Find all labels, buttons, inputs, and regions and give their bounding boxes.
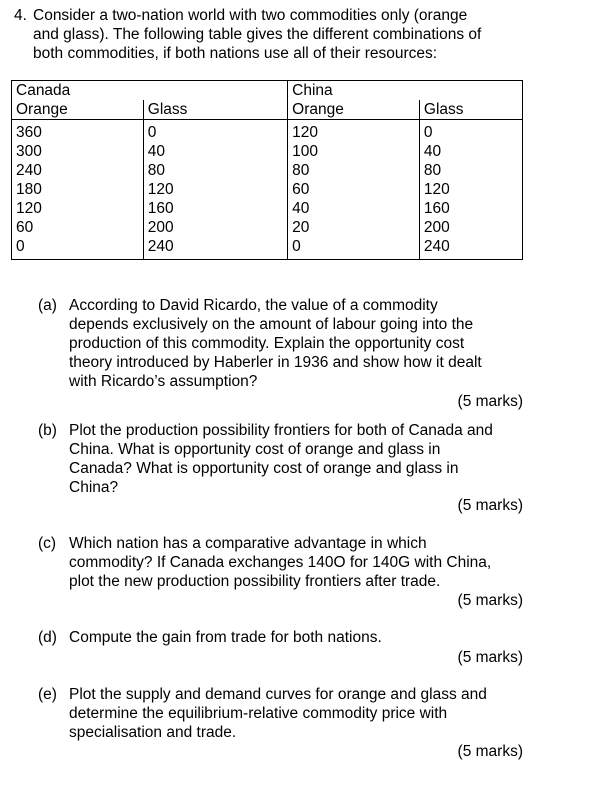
part-line: Canada? What is opportunity cost of orange and glass in (69, 460, 459, 477)
part-text (69, 534, 524, 591)
part-d (38, 628, 524, 647)
question-line: both commodities, if both nations use all of their resources: (33, 45, 438, 62)
part-c (38, 534, 524, 591)
table-cell: 0 (423, 124, 433, 141)
table-cell: 240 (16, 162, 42, 179)
marks-d: (5 marks) (457, 649, 523, 666)
part-a (38, 296, 524, 391)
table-cell: 120 (423, 181, 450, 198)
part-label: (c) (38, 535, 57, 552)
question-line: Consider a two-nation world with two commodities only (orange (33, 7, 468, 24)
part-label: (b) (38, 422, 57, 439)
table-cell: 100 (292, 143, 319, 160)
table-cell: 0 (147, 124, 157, 141)
part-b (38, 421, 524, 497)
part-label: (e) (38, 686, 57, 703)
part-line: specialisation and trade. (69, 724, 237, 741)
marks-b: (5 marks) (457, 497, 523, 514)
part-line: commodity? If Canada exchanges 140O for 140G with China, (69, 554, 492, 571)
table-cell: 40 (292, 200, 310, 217)
marks-e: (5 marks) (457, 743, 523, 760)
question-text (33, 6, 594, 63)
part-label: (a) (38, 297, 57, 314)
table-cell: 160 (423, 200, 450, 217)
table-cell: 120 (147, 181, 174, 198)
table-cell: 240 (147, 238, 174, 255)
table-cell: 160 (147, 200, 174, 217)
part-label: (d) (38, 629, 57, 646)
table-cell: 0 (16, 238, 25, 255)
part-line: with Ricardo’s assumption? (69, 373, 258, 390)
table-cell: 120 (292, 124, 319, 141)
nation-header-canada: Canada (12, 81, 288, 101)
table-cell: 80 (292, 162, 310, 179)
part-line: plot the new production possibility frontiers after trade. (69, 573, 441, 590)
table-cell: 80 (147, 162, 166, 179)
table-cell: 120 (16, 200, 42, 217)
part-line: China? (69, 479, 119, 496)
table-cell: 200 (147, 219, 174, 236)
part-line: depends exclusively on the amount of labour going into the (69, 316, 474, 333)
part-line: Plot the production possibility frontiers for both of Canada and (69, 422, 493, 439)
question-header (14, 6, 594, 63)
china-orange-values (288, 120, 420, 260)
part-line: Which nation has a comparative advantage in which (69, 535, 427, 552)
part-text (69, 685, 524, 742)
table-cell: 300 (16, 143, 42, 160)
col-header-canada-orange: Orange (12, 100, 144, 120)
question-line: and glass). The following table gives the different combinations of (33, 26, 482, 43)
part-line: According to David Ricardo, the value of a commodity (69, 297, 438, 314)
table-cell: 40 (423, 143, 442, 160)
nation-header-china: China (288, 81, 523, 101)
part-text (69, 296, 524, 391)
part-line: Compute the gain from trade for both nations. (69, 629, 382, 646)
question-number: 4. (14, 7, 27, 24)
production-table (11, 80, 523, 260)
table-cell: 20 (292, 219, 310, 236)
part-text (69, 628, 524, 647)
col-header-china-orange: Orange (288, 100, 420, 120)
table-cell: 360 (16, 124, 42, 141)
china-glass-values (419, 120, 522, 260)
part-line: production of this commodity. Explain the opportunity cost (69, 335, 465, 352)
col-header-canada-glass: Glass (143, 100, 287, 120)
part-line: China. What is opportunity cost of orange and glass in (69, 441, 441, 458)
table-cell: 180 (16, 181, 42, 198)
table-cell: 80 (423, 162, 442, 179)
part-line: Plot the supply and demand curves for orange and glass and (69, 686, 487, 703)
table-cell: 60 (292, 181, 310, 198)
marks-a: (5 marks) (457, 393, 523, 410)
part-line: determine the equilibrium-relative commodity price with (69, 705, 448, 722)
canada-glass-values (143, 120, 287, 260)
part-text (69, 421, 524, 497)
table-cell: 240 (423, 238, 450, 255)
table-cell: 200 (423, 219, 450, 236)
table-cell: 60 (16, 219, 34, 236)
table-cell: 40 (147, 143, 166, 160)
col-header-china-glass: Glass (419, 100, 522, 120)
part-e (38, 685, 524, 742)
part-line: theory introduced by Haberler in 1936 and show how it dealt (69, 354, 482, 371)
marks-c: (5 marks) (457, 592, 523, 609)
canada-orange-values (12, 120, 144, 260)
table-cell: 0 (292, 238, 301, 255)
